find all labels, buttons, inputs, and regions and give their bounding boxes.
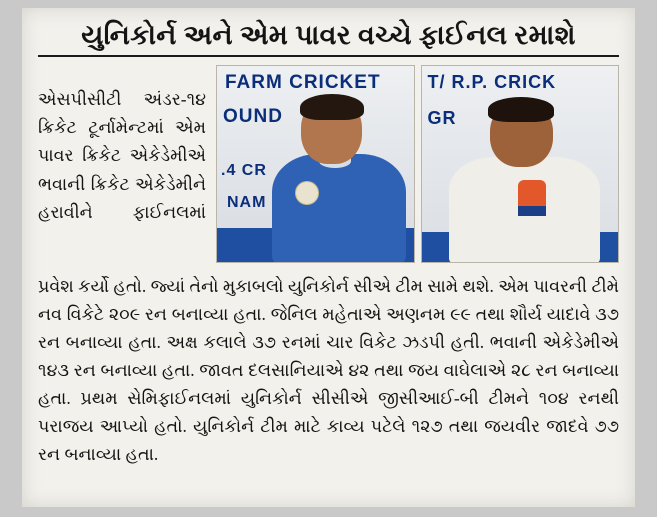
photo-left xyxy=(216,65,415,263)
page-title: યુનિકોર્ન અને એમ પાવર વચ્ચે ફાઈનલ રમાશે xyxy=(81,20,576,50)
article-lede: એસપીસીટી અંડર-૧૪ ક્રિકેટ ટૂર્નામેન્ટમાં એમ પાવર ક્રિકેટ એકેડેમીએ ભવાની ક્રિકેટ એકેડેમીને હરાવીને ફાઈનલમાં xyxy=(38,88,206,222)
player-left-jersey xyxy=(272,154,406,263)
banner-left-line3: .4 CR xyxy=(221,162,267,180)
player-figure-left xyxy=(284,94,415,263)
banner-left-line2: OUND xyxy=(223,106,283,128)
banner-left-line4: NAM xyxy=(227,194,267,212)
banner-right-line1: T/ R.P. CRICK xyxy=(427,72,557,93)
player-right-hair xyxy=(488,97,554,122)
article-top-block xyxy=(38,65,619,263)
photo-right xyxy=(421,65,620,263)
headline-divider xyxy=(38,55,619,57)
article-clipping xyxy=(22,8,635,507)
player-right-crest-icon xyxy=(518,180,546,216)
article-body: પ્રવેશ કર્યો હતો. જ્યાં તેનો મુકાબલો યુનિકોર્ન સીએ ટીમ સામે થશે. એમ પાવરની ટીમે નવ વિકેટે ૨૦૯ રન બનાવ્યા હતા. જેનિલ મહેતાએ અણનમ ૯૯ તથા શૌર્ય યાદાવે ૩૭ રન બનાવ્યા હતા. અક્ષ કલાલે ૩૭ રનમાં ચાર વિકેટ ઝડપી હતી. ભવાની એકેડેમીએ ૧૪૩ રન બનાવ્યા હતા. જાવત દલસાનિયાએ ૪૨ તથા જય વાઘેલાએ ૨૮ રન બનાવ્યા હતા. પ્રથમ સેમિફાઈનલમાં યુનિકોર્ન સીસીએ જીસીઆઈ-બી ટીમને ૧૦૪ રનથી પરાજય આપ્યો હતો. યુનિકોર્ન ટીમ માટે કાવ્ય પટેલે ૧૨૭ તથા જયવીર જાદવે ૭૭ રન બનાવ્યા હતા. xyxy=(38,276,619,465)
banner-right-line2: GR xyxy=(427,108,457,129)
player-left-hair xyxy=(300,94,364,121)
player-figure-right xyxy=(449,97,606,262)
banner-left-line1: FARM CRICKET xyxy=(225,72,381,94)
photo-strip xyxy=(216,65,619,263)
